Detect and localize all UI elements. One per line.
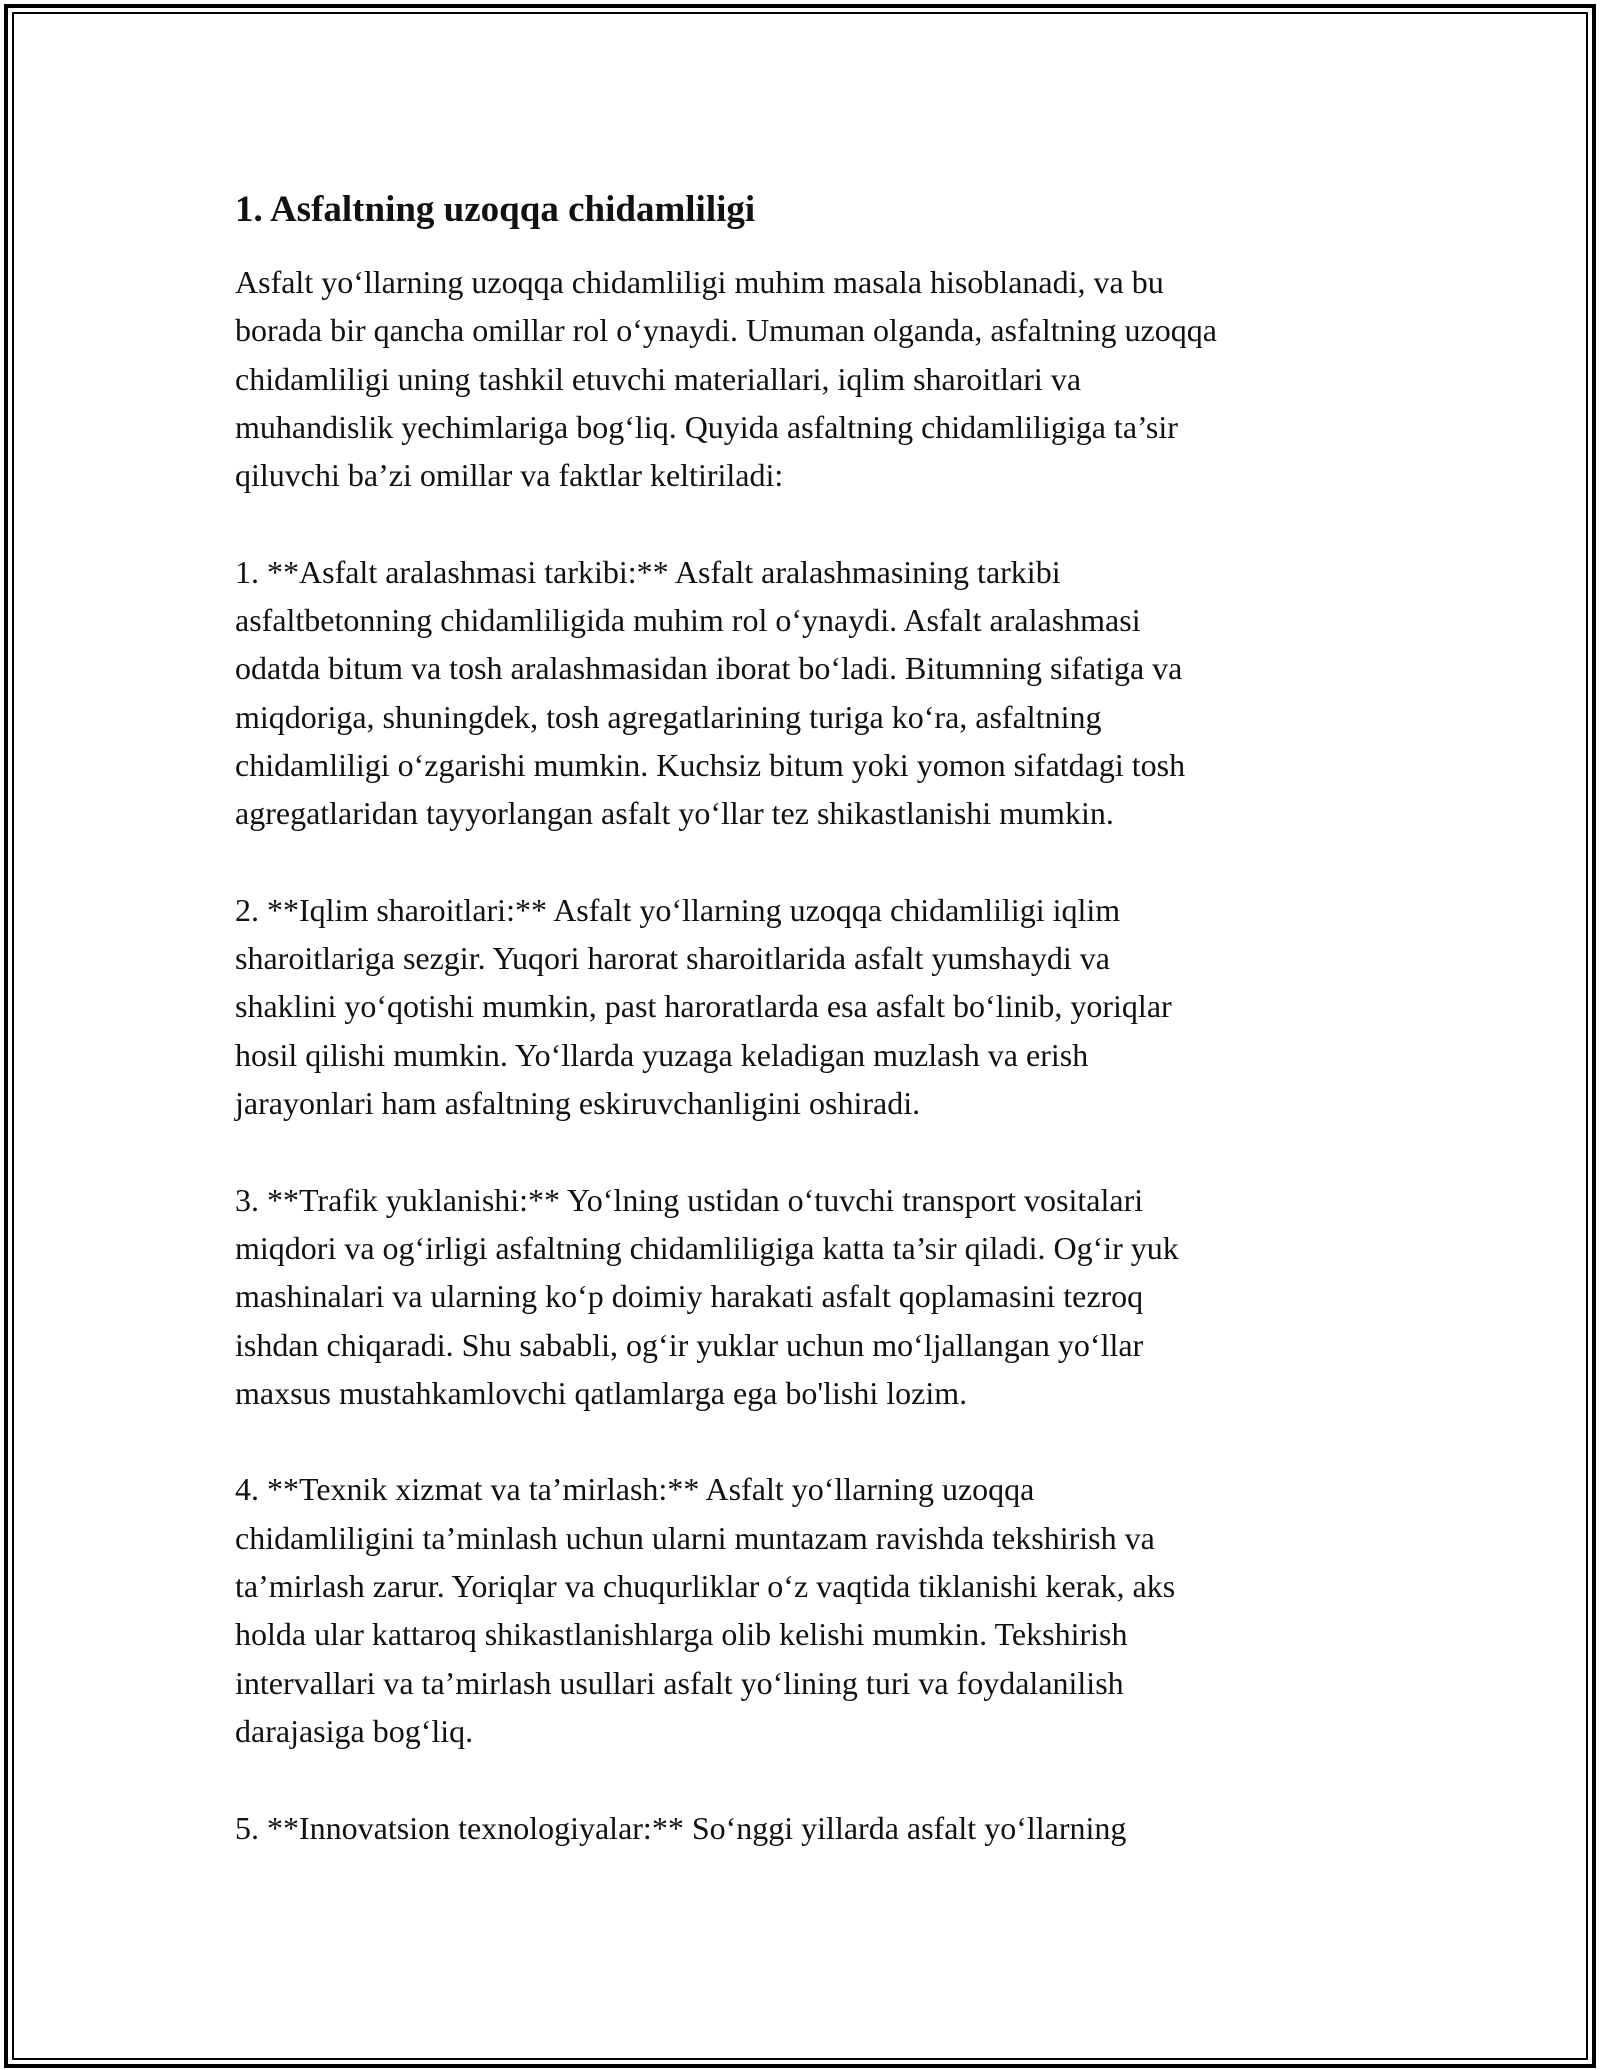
document-body — [235, 186, 1385, 1900]
factor-paragraph-3: 3. **Trafik yuklanishi:** Yo‘lning ustidan o‘tuvchi transport vositalari miqdori va og‘irligi asfaltning chidamliligiga katta ta’sir qiladi. Og‘ir yuk mashinalari va ularning ko‘p doimiy harakati asfalt qoplamasini tezroq ishdan chiqaradi. Shu sababli, og‘ir yuklar uchun mo‘ljallangan yo‘llar maxsus mustahkamlovchi qatlamlarga ega bo'lishi lozim. — [235, 1181, 1179, 1411]
factor-paragraph-4: 4. **Texnik xizmat va ta’mirlash:** Asfalt yo‘llarning uzoqqa chidamliligini ta’minlash uchun ularni muntazam ravishda tekshirish va ta’mirlash zarur. Yoriqlar va chuqurliklar o‘z vaqtida tiklanishi kerak, aks holda ular kattaroq shikastlanishlarga olib kelishi mumkin. Tekshirish intervallari va ta’mirlash usullari asfalt yo‘lining turi va foydalanilish darajasiga bog‘liq. — [235, 1471, 1176, 1749]
factor-paragraph-1: 1. **Asfalt aralashmasi tarkibi:** Asfalt aralashmasining tarkibi asfaltbetonning chidamliligida muhim rol o‘ynaydi. Asfalt aralashmasi odatda bitum va tosh aralashmasidan iborat bo‘ladi. Bitumning sifatiga va miqdoriga, shuningdek, tosh agregatlarining turiga ko‘ra, asfaltning chidamliligi o‘zgarishi mumkin. Kuchsiz bitum yoki yomon sifatdagi tosh agregatlaridan tayyorlangan asfalt yo‘llar tez shikastlanishi mumkin. — [235, 553, 1186, 832]
document-title: 1. Asfaltning uzoqqa chidamliligi — [235, 189, 756, 230]
factor-paragraph-2: 2. **Iqlim sharoitlari:** Asfalt yo‘llarning uzoqqa chidamliligi iqlim sharoitlariga sezgir. Yuqori harorat sharoitlarida asfalt yumshaydi va shaklini yo‘qotishi mumkin, past haroratlarda esa asfalt bo‘linib, yoriqlar hosil qilishi mumkin. Yo‘llarda yuzaga keladigan muzlash va erish jarayonlari ham asfaltning eskiruvchanligini oshiradi. — [235, 891, 1172, 1122]
factor-paragraph-5: 5. **Innovatsion texnologiyalar:** So‘nggi yillarda asfalt yo‘llarning — [235, 1809, 1127, 1846]
intro-paragraph: Asfalt yo‘llarning uzoqqa chidamliligi muhim masala hisoblanadi, va bu borada bir qancha omillar rol o‘ynaydi. Umuman olganda, asfaltning uzoqqa chidamliligi uning tashkil etuvchi materiallari, iqlim sharoitlari va muhandislik yechimlariga bog‘liq. Quyida asfaltning chidamliligiga ta’sir qiluvchi ba’zi omillar va faktlar keltiriladi: — [235, 264, 1217, 494]
